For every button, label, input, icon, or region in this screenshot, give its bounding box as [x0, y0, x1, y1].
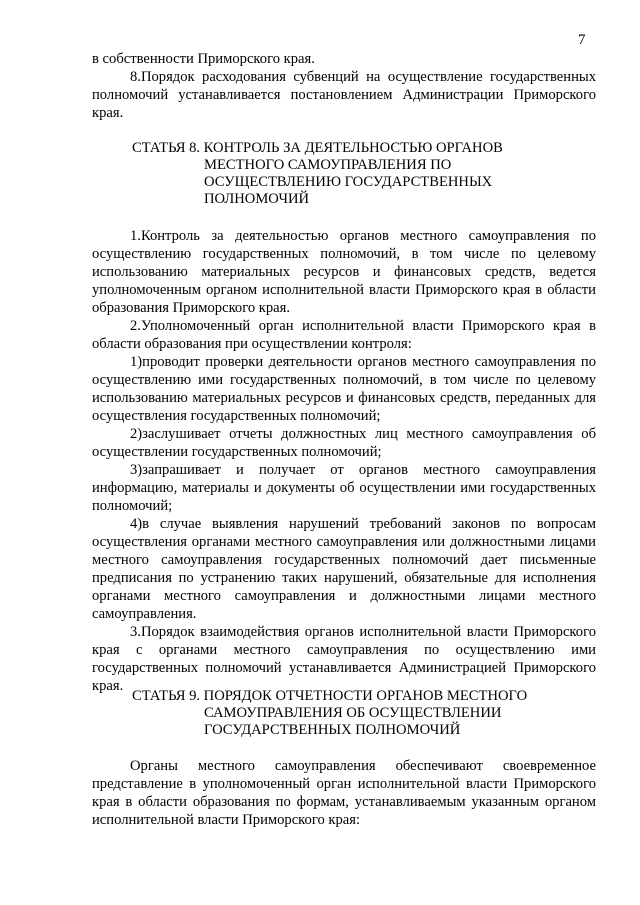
article-9-paragraph-1: Органы местного самоуправления обеспечивают своевременное представление в уполномоченный орган исполнительной власти Приморского края в области образования по формам, устанавливаемым указанным органом исполнительной власти Приморского края: [92, 758, 596, 828]
article-8-heading-line-4: ПОЛНОМОЧИЙ [204, 191, 310, 207]
paragraph-item-8: 8.Порядок расходования субвенций на осуществление государственных полномочий устанавливается постановлением Администрации Приморского края. [92, 69, 596, 121]
page-number: 7 [578, 32, 586, 48]
article-8-subitem-1: 1)проводит проверки деятельности органов местного самоуправления по осуществлению ими государственных полномочий, в том числе по целевому использованию материальных ресурсов и финансовых средств, переданных для осуществления государственных полномочий; [92, 354, 596, 424]
article-8-heading-line-1: СТАТЬЯ 8. КОНТРОЛЬ ЗА ДЕЯТЕЛЬНОСТЬЮ ОРГАНОВ [132, 140, 503, 156]
article-8-paragraph-1: 1.Контроль за деятельностью органов местного самоуправления по осуществлению государственных полномочий, в том числе по целевому использованию материальных ресурсов и финансовых средств, ведется уполномоченным органом исполнительной власти Приморского края в области образования Приморского края. [92, 228, 596, 316]
article-9-heading-line-2: САМОУПРАВЛЕНИЯ ОБ ОСУЩЕСТВЛЕНИИ [204, 705, 502, 721]
top-block [92, 50, 596, 122]
article-8-heading-line-2: МЕСТНОГО САМОУПРАВЛЕНИЯ ПО [204, 157, 452, 173]
article-8-paragraph-3: 3.Порядок взаимодействия органов исполнительной власти Приморского края с органами местного самоуправления по осуществлению ими государственных полномочий устанавливается Администрацией Приморского края. [92, 624, 596, 694]
article-9-heading [132, 688, 602, 739]
article-8-heading [132, 140, 602, 208]
article-8-subitem-2: 2)заслушивает отчеты должностных лиц местного самоуправления об осуществлении государственных полномочий; [92, 426, 596, 460]
article-8-heading-line-3: ОСУЩЕСТВЛЕНИЮ ГОСУДАРСТВЕННЫХ [204, 174, 493, 190]
article-9-heading-line-3: ГОСУДАРСТВЕННЫХ ПОЛНОМОЧИЙ [204, 722, 461, 738]
line-continuation: в собственности Приморского края. [92, 51, 315, 67]
article-8-paragraph-2: 2.Уполномоченный орган исполнительной власти Приморского края в области образования при осуществлении контроля: [92, 318, 596, 352]
article-9-body [92, 757, 596, 829]
article-8-subitem-4: 4)в случае выявления нарушений требований законов по вопросам осуществления органами местного самоуправления или должностными лицами местного самоуправления государственных полномочий дает письменные предписания по устранению таких нарушений, обязательные для исполнения органами местного самоуправления и должностными лицами местного самоуправления. [92, 516, 596, 622]
article-9-heading-line-1: СТАТЬЯ 9. ПОРЯДОК ОТЧЕТНОСТИ ОРГАНОВ МЕСТНОГО [132, 688, 528, 704]
article-8-body [92, 227, 596, 695]
article-8-subitem-3: 3)запрашивает и получает от органов местного самоуправления информацию, материалы и документы об осуществлении ими государственных полномочий; [92, 462, 596, 514]
